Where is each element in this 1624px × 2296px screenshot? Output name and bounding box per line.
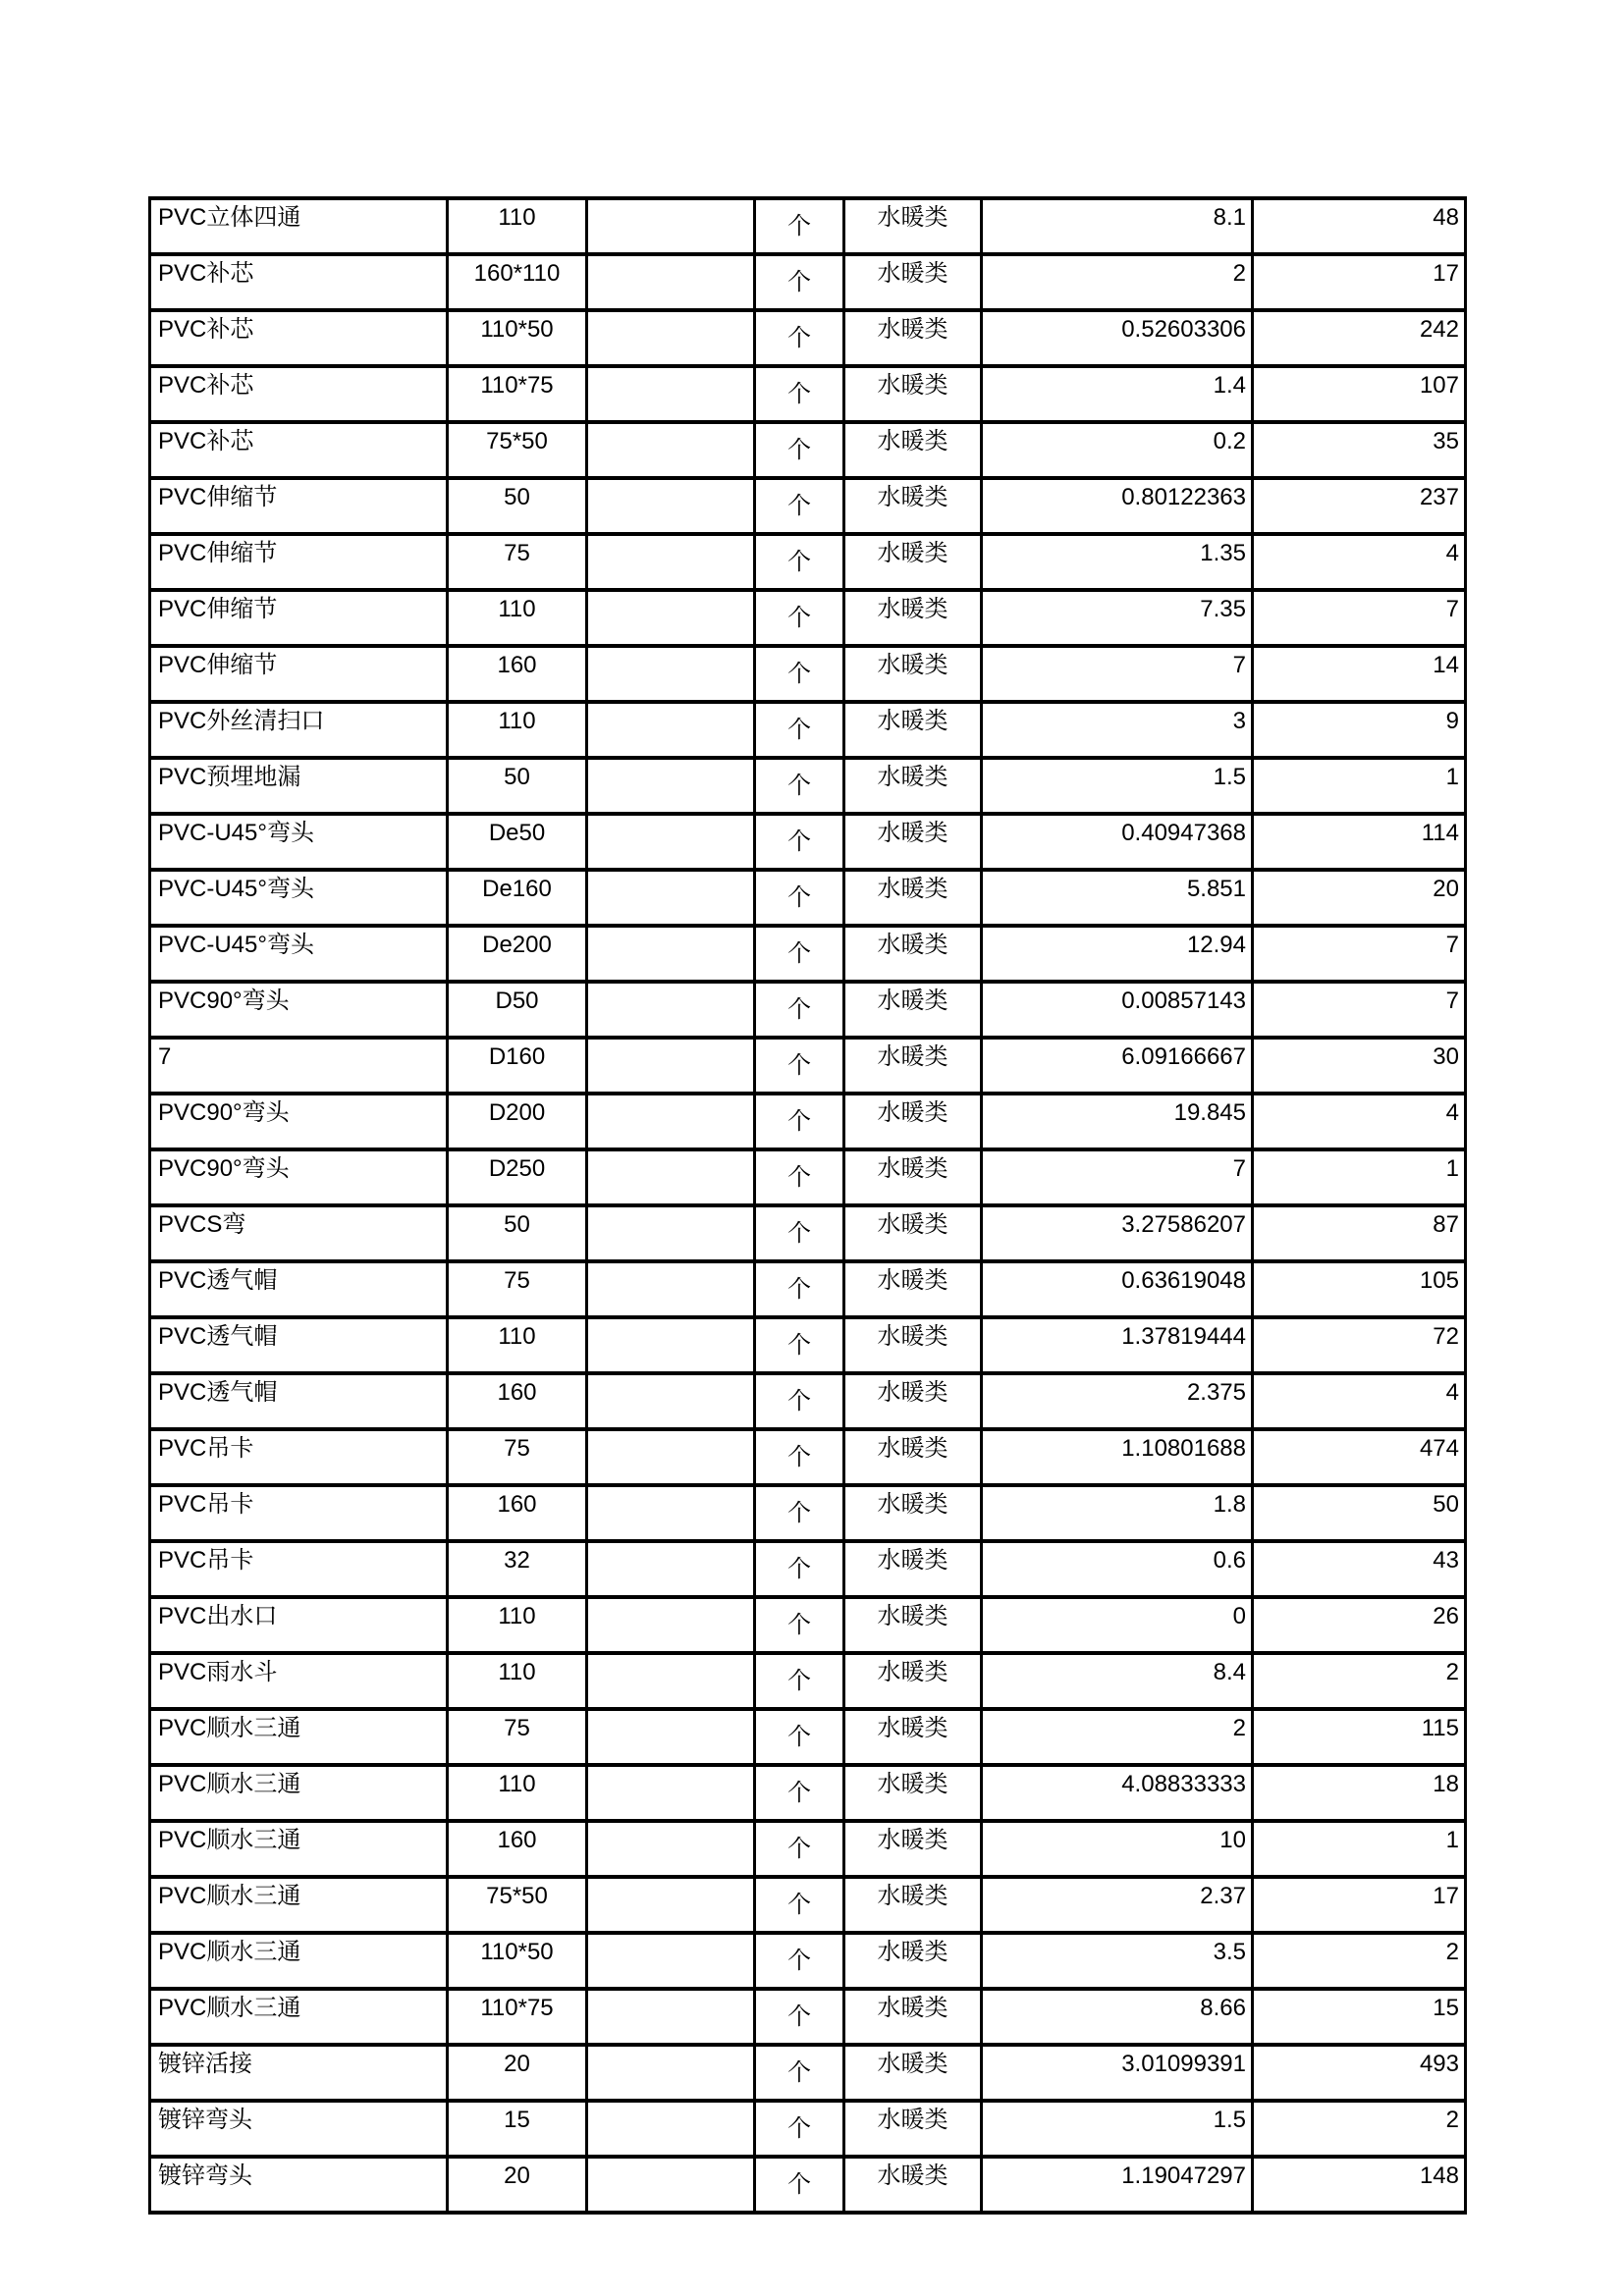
cell-qty: 26	[1253, 1597, 1466, 1653]
cell-category: 水暖类	[844, 926, 982, 982]
table-row	[150, 2101, 1466, 2157]
cell-name: 镀锌活接	[150, 2045, 448, 2101]
table-row	[150, 1989, 1466, 2045]
cell-spec: 20	[448, 2045, 587, 2101]
cell-note	[587, 1709, 755, 1765]
cell-price: 1.8	[982, 1485, 1253, 1541]
cell-unit: 个	[755, 1821, 844, 1877]
cell-price: 2	[982, 1709, 1253, 1765]
cell-note	[587, 254, 755, 310]
table-row	[150, 1765, 1466, 1821]
cell-spec: D50	[448, 982, 587, 1038]
table-row	[150, 1821, 1466, 1877]
cell-category: 水暖类	[844, 1541, 982, 1597]
table-row	[150, 646, 1466, 702]
cell-spec: 110	[448, 1317, 587, 1373]
cell-qty: 107	[1253, 366, 1466, 422]
cell-price: 3.27586207	[982, 1205, 1253, 1261]
cell-category: 水暖类	[844, 1373, 982, 1429]
cell-category: 水暖类	[844, 534, 982, 590]
cell-qty: 15	[1253, 1989, 1466, 2045]
cell-qty: 7	[1253, 590, 1466, 646]
cell-name: PVC透气帽	[150, 1373, 448, 1429]
cell-spec: 75*50	[448, 1877, 587, 1933]
cell-spec: 110*50	[448, 310, 587, 366]
cell-price: 0.00857143	[982, 982, 1253, 1038]
cell-note	[587, 702, 755, 758]
cell-name: PVC伸缩节	[150, 590, 448, 646]
table-row	[150, 1597, 1466, 1653]
table-row	[150, 1317, 1466, 1373]
cell-category: 水暖类	[844, 1597, 982, 1653]
cell-unit: 个	[755, 1877, 844, 1933]
cell-unit: 个	[755, 534, 844, 590]
cell-category: 水暖类	[844, 1261, 982, 1317]
cell-category: 水暖类	[844, 254, 982, 310]
cell-price: 3	[982, 702, 1253, 758]
cell-note	[587, 926, 755, 982]
cell-note	[587, 1933, 755, 1989]
cell-price: 0.6	[982, 1541, 1253, 1597]
cell-qty: 18	[1253, 1765, 1466, 1821]
cell-unit: 个	[755, 1653, 844, 1709]
cell-price: 2.37	[982, 1877, 1253, 1933]
cell-spec: 75	[448, 534, 587, 590]
cell-spec: 160	[448, 646, 587, 702]
cell-note	[587, 1989, 755, 2045]
cell-qty: 35	[1253, 422, 1466, 478]
cell-category: 水暖类	[844, 1205, 982, 1261]
table-row	[150, 870, 1466, 926]
cell-spec: D250	[448, 1149, 587, 1205]
cell-category: 水暖类	[844, 366, 982, 422]
cell-note	[587, 1261, 755, 1317]
cell-price: 1.10801688	[982, 1429, 1253, 1485]
cell-qty: 148	[1253, 2157, 1466, 2213]
cell-qty: 48	[1253, 198, 1466, 254]
table-row	[150, 254, 1466, 310]
cell-category: 水暖类	[844, 1765, 982, 1821]
cell-unit: 个	[755, 1709, 844, 1765]
cell-category: 水暖类	[844, 702, 982, 758]
cell-qty: 2	[1253, 1933, 1466, 1989]
table-row	[150, 926, 1466, 982]
table-row	[150, 2157, 1466, 2213]
cell-category: 水暖类	[844, 2101, 982, 2157]
cell-unit: 个	[755, 1765, 844, 1821]
cell-category: 水暖类	[844, 1149, 982, 1205]
cell-note	[587, 1597, 755, 1653]
table-row	[150, 814, 1466, 870]
table-row	[150, 1485, 1466, 1541]
cell-note	[587, 590, 755, 646]
cell-qty: 1	[1253, 758, 1466, 814]
cell-note	[587, 2045, 755, 2101]
cell-note	[587, 1038, 755, 1094]
cell-spec: 110*75	[448, 1989, 587, 2045]
cell-name: PVC伸缩节	[150, 534, 448, 590]
cell-spec: 75	[448, 1709, 587, 1765]
cell-qty: 493	[1253, 2045, 1466, 2101]
cell-qty: 87	[1253, 1205, 1466, 1261]
cell-qty: 237	[1253, 478, 1466, 534]
cell-unit: 个	[755, 478, 844, 534]
cell-qty: 9	[1253, 702, 1466, 758]
cell-unit: 个	[755, 646, 844, 702]
table-row	[150, 1149, 1466, 1205]
cell-category: 水暖类	[844, 1877, 982, 1933]
cell-category: 水暖类	[844, 478, 982, 534]
cell-qty: 2	[1253, 1653, 1466, 1709]
cell-spec: 110*50	[448, 1933, 587, 1989]
cell-unit: 个	[755, 758, 844, 814]
cell-price: 0.2	[982, 422, 1253, 478]
cell-unit: 个	[755, 702, 844, 758]
cell-note	[587, 1149, 755, 1205]
cell-price: 3.01099391	[982, 2045, 1253, 2101]
cell-spec: 110*75	[448, 366, 587, 422]
cell-price: 1.37819444	[982, 1317, 1253, 1373]
cell-name: PVC补芯	[150, 254, 448, 310]
cell-qty: 30	[1253, 1038, 1466, 1094]
cell-name: 镀锌弯头	[150, 2101, 448, 2157]
table-row	[150, 1205, 1466, 1261]
table-row	[150, 310, 1466, 366]
cell-category: 水暖类	[844, 1933, 982, 1989]
cell-category: 水暖类	[844, 2157, 982, 2213]
cell-unit: 个	[755, 926, 844, 982]
cell-spec: 50	[448, 758, 587, 814]
table-row	[150, 422, 1466, 478]
cell-unit: 个	[755, 2157, 844, 2213]
table-row	[150, 702, 1466, 758]
cell-qty: 1	[1253, 1821, 1466, 1877]
cell-name: 镀锌弯头	[150, 2157, 448, 2213]
cell-note	[587, 310, 755, 366]
cell-note	[587, 2157, 755, 2213]
cell-spec: 50	[448, 478, 587, 534]
cell-unit: 个	[755, 1205, 844, 1261]
cell-unit: 个	[755, 1373, 844, 1429]
cell-name: 7	[150, 1038, 448, 1094]
cell-name: PVC透气帽	[150, 1317, 448, 1373]
table-row	[150, 366, 1466, 422]
cell-note	[587, 198, 755, 254]
cell-qty: 7	[1253, 926, 1466, 982]
cell-category: 水暖类	[844, 1989, 982, 2045]
table-row	[150, 198, 1466, 254]
cell-name: PVC90°弯头	[150, 1149, 448, 1205]
cell-unit: 个	[755, 366, 844, 422]
cell-name: PVC-U45°弯头	[150, 870, 448, 926]
cell-unit: 个	[755, 1989, 844, 2045]
table-row	[150, 1933, 1466, 1989]
cell-note	[587, 422, 755, 478]
cell-name: PVC出水口	[150, 1597, 448, 1653]
cell-qty: 17	[1253, 1877, 1466, 1933]
cell-spec: 110	[448, 1597, 587, 1653]
cell-price: 7	[982, 646, 1253, 702]
cell-unit: 个	[755, 2045, 844, 2101]
cell-price: 2	[982, 254, 1253, 310]
cell-category: 水暖类	[844, 758, 982, 814]
cell-qty: 14	[1253, 646, 1466, 702]
cell-unit: 个	[755, 198, 844, 254]
cell-price: 19.845	[982, 1094, 1253, 1149]
cell-unit: 个	[755, 1933, 844, 1989]
cell-name: PVC外丝清扫口	[150, 702, 448, 758]
cell-note	[587, 814, 755, 870]
cell-qty: 72	[1253, 1317, 1466, 1373]
cell-note	[587, 1653, 755, 1709]
cell-unit: 个	[755, 2101, 844, 2157]
cell-name: PVC补芯	[150, 310, 448, 366]
cell-price: 1.19047297	[982, 2157, 1253, 2213]
cell-qty: 50	[1253, 1485, 1466, 1541]
cell-name: PVC90°弯头	[150, 982, 448, 1038]
cell-category: 水暖类	[844, 1709, 982, 1765]
cell-qty: 17	[1253, 254, 1466, 310]
cell-name: PVC吊卡	[150, 1485, 448, 1541]
cell-name: PVC顺水三通	[150, 1877, 448, 1933]
cell-name: PVC吊卡	[150, 1541, 448, 1597]
cell-note	[587, 1317, 755, 1373]
cell-spec: 20	[448, 2157, 587, 2213]
cell-price: 8.66	[982, 1989, 1253, 2045]
cell-category: 水暖类	[844, 814, 982, 870]
cell-qty: 114	[1253, 814, 1466, 870]
cell-name: PVC-U45°弯头	[150, 926, 448, 982]
cell-name: PVC90°弯头	[150, 1094, 448, 1149]
cell-name: PVC雨水斗	[150, 1653, 448, 1709]
table-row	[150, 1541, 1466, 1597]
cell-spec: 160	[448, 1485, 587, 1541]
cell-category: 水暖类	[844, 982, 982, 1038]
table-row	[150, 1709, 1466, 1765]
cell-qty: 20	[1253, 870, 1466, 926]
cell-price: 8.4	[982, 1653, 1253, 1709]
cell-spec: 75	[448, 1429, 587, 1485]
cell-category: 水暖类	[844, 1821, 982, 1877]
cell-category: 水暖类	[844, 1429, 982, 1485]
cell-unit: 个	[755, 1094, 844, 1149]
cell-note	[587, 1541, 755, 1597]
cell-price: 3.5	[982, 1933, 1253, 1989]
table-row	[150, 2045, 1466, 2101]
cell-price: 2.375	[982, 1373, 1253, 1429]
cell-qty: 7	[1253, 982, 1466, 1038]
cell-category: 水暖类	[844, 1485, 982, 1541]
cell-spec: 110	[448, 1765, 587, 1821]
table-row	[150, 534, 1466, 590]
cell-spec: De200	[448, 926, 587, 982]
cell-spec: 110	[448, 1653, 587, 1709]
cell-category: 水暖类	[844, 870, 982, 926]
cell-unit: 个	[755, 1149, 844, 1205]
cell-price: 0.63619048	[982, 1261, 1253, 1317]
cell-category: 水暖类	[844, 646, 982, 702]
cell-name: PVC立体四通	[150, 198, 448, 254]
cell-name: PVC吊卡	[150, 1429, 448, 1485]
table-row	[150, 1877, 1466, 1933]
cell-name: PVC补芯	[150, 366, 448, 422]
cell-note	[587, 2101, 755, 2157]
cell-qty: 2	[1253, 2101, 1466, 2157]
cell-category: 水暖类	[844, 1317, 982, 1373]
cell-name: PVC顺水三通	[150, 1765, 448, 1821]
cell-category: 水暖类	[844, 1653, 982, 1709]
cell-price: 0	[982, 1597, 1253, 1653]
cell-spec: D160	[448, 1038, 587, 1094]
cell-qty: 43	[1253, 1541, 1466, 1597]
table-row	[150, 478, 1466, 534]
cell-name: PVC伸缩节	[150, 646, 448, 702]
cell-category: 水暖类	[844, 1094, 982, 1149]
table-row	[150, 1429, 1466, 1485]
cell-unit: 个	[755, 1429, 844, 1485]
cell-unit: 个	[755, 254, 844, 310]
table-row	[150, 590, 1466, 646]
cell-name: PVC透气帽	[150, 1261, 448, 1317]
cell-unit: 个	[755, 814, 844, 870]
cell-category: 水暖类	[844, 590, 982, 646]
cell-spec: 160*110	[448, 254, 587, 310]
cell-price: 6.09166667	[982, 1038, 1253, 1094]
cell-unit: 个	[755, 310, 844, 366]
cell-name: PVC伸缩节	[150, 478, 448, 534]
table-row	[150, 1261, 1466, 1317]
cell-category: 水暖类	[844, 198, 982, 254]
cell-unit: 个	[755, 590, 844, 646]
inventory-table	[148, 196, 1467, 2215]
cell-note	[587, 1373, 755, 1429]
cell-unit: 个	[755, 982, 844, 1038]
cell-price: 8.1	[982, 198, 1253, 254]
cell-spec: 160	[448, 1373, 587, 1429]
cell-note	[587, 646, 755, 702]
cell-spec: 15	[448, 2101, 587, 2157]
cell-spec: 32	[448, 1541, 587, 1597]
cell-note	[587, 478, 755, 534]
table-row	[150, 1653, 1466, 1709]
cell-price: 0.40947368	[982, 814, 1253, 870]
cell-name: PVC顺水三通	[150, 1709, 448, 1765]
cell-qty: 242	[1253, 310, 1466, 366]
cell-price: 0.52603306	[982, 310, 1253, 366]
cell-name: PVC顺水三通	[150, 1933, 448, 1989]
cell-price: 5.851	[982, 870, 1253, 926]
cell-price: 1.5	[982, 758, 1253, 814]
table-row	[150, 1373, 1466, 1429]
cell-price: 7.35	[982, 590, 1253, 646]
cell-unit: 个	[755, 1038, 844, 1094]
cell-unit: 个	[755, 1541, 844, 1597]
cell-note	[587, 1765, 755, 1821]
cell-note	[587, 366, 755, 422]
cell-spec: De50	[448, 814, 587, 870]
cell-spec: D200	[448, 1094, 587, 1149]
cell-qty: 105	[1253, 1261, 1466, 1317]
cell-note	[587, 1877, 755, 1933]
cell-note	[587, 534, 755, 590]
cell-name: PVC-U45°弯头	[150, 814, 448, 870]
cell-spec: De160	[448, 870, 587, 926]
cell-spec: 110	[448, 198, 587, 254]
cell-category: 水暖类	[844, 310, 982, 366]
cell-price: 4.08833333	[982, 1765, 1253, 1821]
cell-category: 水暖类	[844, 1038, 982, 1094]
table-row	[150, 1038, 1466, 1094]
cell-unit: 个	[755, 422, 844, 478]
cell-qty: 4	[1253, 1373, 1466, 1429]
table-row	[150, 982, 1466, 1038]
cell-note	[587, 758, 755, 814]
cell-price: 7	[982, 1149, 1253, 1205]
cell-unit: 个	[755, 870, 844, 926]
cell-note	[587, 1821, 755, 1877]
cell-unit: 个	[755, 1261, 844, 1317]
cell-name: PVC顺水三通	[150, 1821, 448, 1877]
cell-unit: 个	[755, 1485, 844, 1541]
cell-name: PVC补芯	[150, 422, 448, 478]
cell-unit: 个	[755, 1597, 844, 1653]
cell-spec: 75	[448, 1261, 587, 1317]
cell-price: 12.94	[982, 926, 1253, 982]
cell-note	[587, 870, 755, 926]
table-row	[150, 758, 1466, 814]
cell-price: 1.35	[982, 534, 1253, 590]
cell-qty: 4	[1253, 1094, 1466, 1149]
cell-note	[587, 1429, 755, 1485]
cell-spec: 50	[448, 1205, 587, 1261]
cell-category: 水暖类	[844, 2045, 982, 2101]
cell-spec: 110	[448, 702, 587, 758]
cell-category: 水暖类	[844, 422, 982, 478]
cell-name: PVC顺水三通	[150, 1989, 448, 2045]
cell-spec: 75*50	[448, 422, 587, 478]
cell-price: 1.5	[982, 2101, 1253, 2157]
cell-price: 0.80122363	[982, 478, 1253, 534]
table-row	[150, 1094, 1466, 1149]
cell-qty: 4	[1253, 534, 1466, 590]
cell-unit: 个	[755, 1317, 844, 1373]
cell-qty: 115	[1253, 1709, 1466, 1765]
cell-note	[587, 982, 755, 1038]
cell-price: 1.4	[982, 366, 1253, 422]
cell-note	[587, 1485, 755, 1541]
cell-name: PVCS弯	[150, 1205, 448, 1261]
cell-name: PVC预埋地漏	[150, 758, 448, 814]
cell-note	[587, 1094, 755, 1149]
cell-price: 10	[982, 1821, 1253, 1877]
cell-qty: 1	[1253, 1149, 1466, 1205]
cell-spec: 110	[448, 590, 587, 646]
cell-qty: 474	[1253, 1429, 1466, 1485]
inventory-table-body	[150, 198, 1466, 2213]
cell-note	[587, 1205, 755, 1261]
cell-spec: 160	[448, 1821, 587, 1877]
